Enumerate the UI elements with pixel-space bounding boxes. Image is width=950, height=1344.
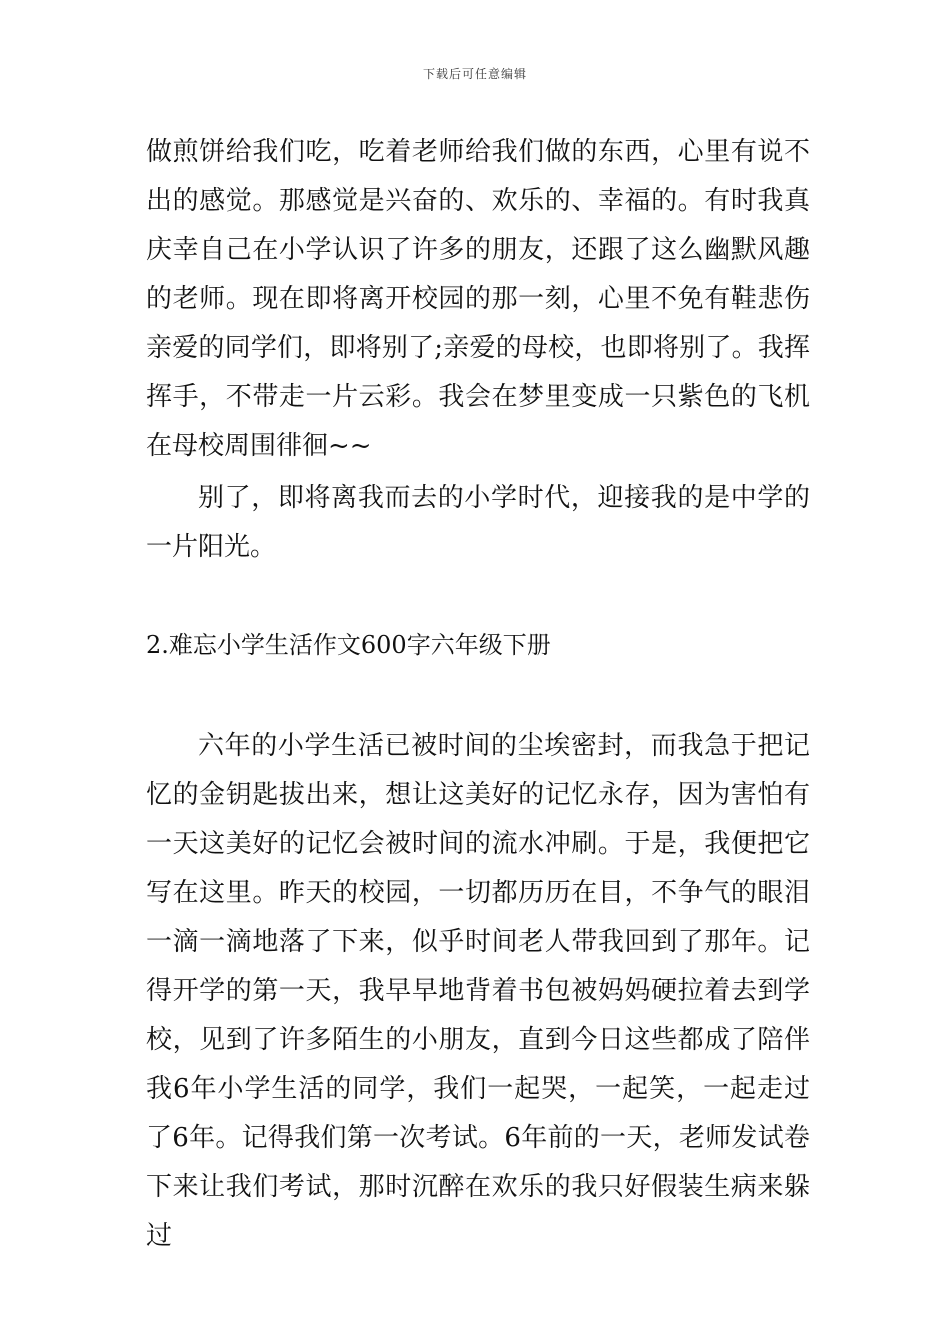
heading-text: 2.难忘小学生活作文600字六年级下册 (146, 631, 551, 659)
paragraph-text: 做煎饼给我们吃，吃着老师给我们做的东西，心里有说不出的感觉。那感觉是兴奋的、欢乐的、幸福的。有时我真庆幸自己在小学认识了许多的朋友，还跟了这么幽默风趣的老师。现在即将离开校园的那一刻，心里不免有鞋悲伤亲爱的同学们，即将别了;亲爱的母校，也即将别了。我挥挥手，不带走一片云彩。我会在梦里变成一只紫色的飞机在母校周围徘徊~~ (146, 137, 810, 461)
paragraph-text: 别了，即将离我而去的小学时代，迎接我的是中学的一片阳光。 (146, 483, 810, 562)
essay-title (146, 625, 810, 665)
page-header: 下载后可任意编辑 (422, 67, 527, 81)
paragraph-farewell (146, 474, 810, 572)
paragraph-essay-body (146, 722, 810, 1261)
paragraph-text: 六年的小学生活已被时间的尘埃密封，而我急于把记忆的金钥匙拔出来，想让这美好的记忆永存，因为害怕有一天这美好的记忆会被时间的流水冲刷。于是，我便把它写在这里。昨天的校园，一切都历历在目，不争气的眼泪一滴一滴地落了下来，似乎时间老人带我回到了那年。记得开学的第一天，我早早地背着书包被妈妈硬拉着去到学校，见到了许多陌生的小朋友，直到今日这些都成了陪伴我6年小学生活的同学，我们一起哭，一起笑，一起走过了6年。记得我们第一次考试。6年前的一天，老师发试卷下来让我们考试，那时沉醉在欢乐的我只好假装生病来躲过 (146, 731, 810, 1251)
paragraph-continued (146, 128, 810, 471)
